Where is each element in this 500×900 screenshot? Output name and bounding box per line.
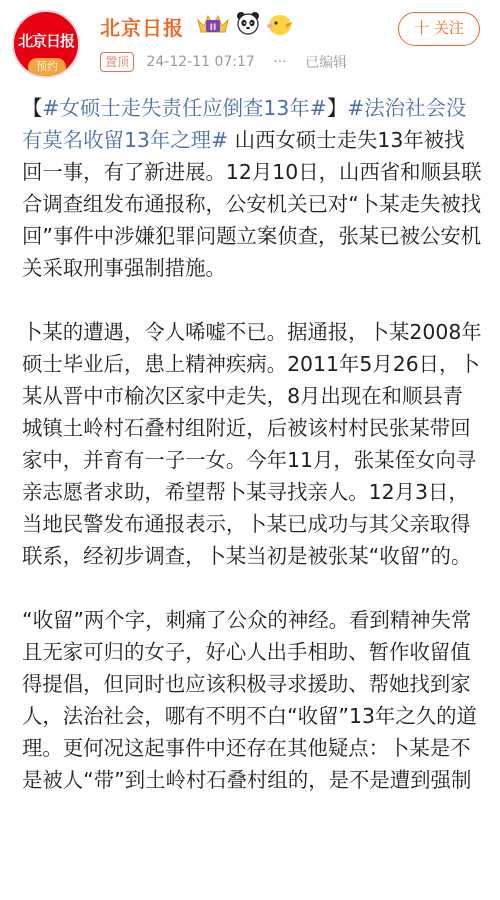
post-body [22, 92, 482, 828]
avatar-logo: 北京日报 [17, 32, 74, 50]
follow-button[interactable]: 十 关注 [398, 12, 480, 46]
panda-emoji-icon [236, 10, 260, 36]
chick-emoji-icon [266, 12, 294, 36]
vip-crown-badge-icon [196, 12, 230, 36]
more-dots[interactable]: ··· [273, 54, 287, 70]
post-paragraph-3: “收留”两个字，刺痛了公众的神经。看到精神失常且无家可归的女子，好心人出手相助、暂作收留值得提倡，但同时也应该积极寻求援助、帮她找到家人，法治社会，哪有不明不白“收留”13年之久的道理。更何况这起事件中还存在其他疑点：卜某是不是被人“带”到土岭村石叠村组的，是不是遭到强制 [22, 608, 477, 792]
post-header [0, 0, 500, 92]
hashtag-link[interactable]: #女硕士走失责任应倒查13年# [42, 96, 327, 120]
edited-label[interactable]: 已编辑 [305, 55, 348, 71]
avatar-badge: 预约 [28, 58, 66, 76]
avatar[interactable] [12, 10, 80, 78]
account-name[interactable]: 北京日报 [100, 16, 184, 40]
bracket-open: 【 [22, 96, 43, 120]
pinned-tag: 置顶 [100, 52, 134, 72]
post-paragraph-1 [22, 92, 482, 284]
vip-level-text: II [209, 23, 217, 33]
bracket-close: 】 [326, 96, 348, 120]
post-paragraph-2: 卜某的遭遇，令人唏嘘不已。据通报，卜某2008年硕士毕业后，患上精神疾病。2011年5月26日，卜某从晋中市榆次区家中走失，8月出现在和顺县青城镇土岭村石叠村组附近，后被该村村民张某带回家中，并育有一子一女。今年11月，张某侄女向寻亲志愿者求助，希望帮卜某寻找亲人。12月3日，当地民警发布通报表示，卜某已成功与其父亲取得联系，经初步调查，卜某当初是被张某“收留”的。 [22, 320, 482, 568]
post-timestamp: 24-12-11 07:17 [146, 54, 255, 70]
post-text: 山西女硕士走失13年被找回一事，有了新进展。12月10日，山西省和顺县联合调查组发布通报称，公安机关已对“卜某走失被找回”事件中涉嫌犯罪问题立案侦查，张某已被公安机关采取刑事强制措施。 [22, 128, 482, 280]
hashtag-link[interactable]: #法治社会没有莫名收留13年之理# [22, 96, 467, 152]
post-meta [100, 52, 347, 72]
